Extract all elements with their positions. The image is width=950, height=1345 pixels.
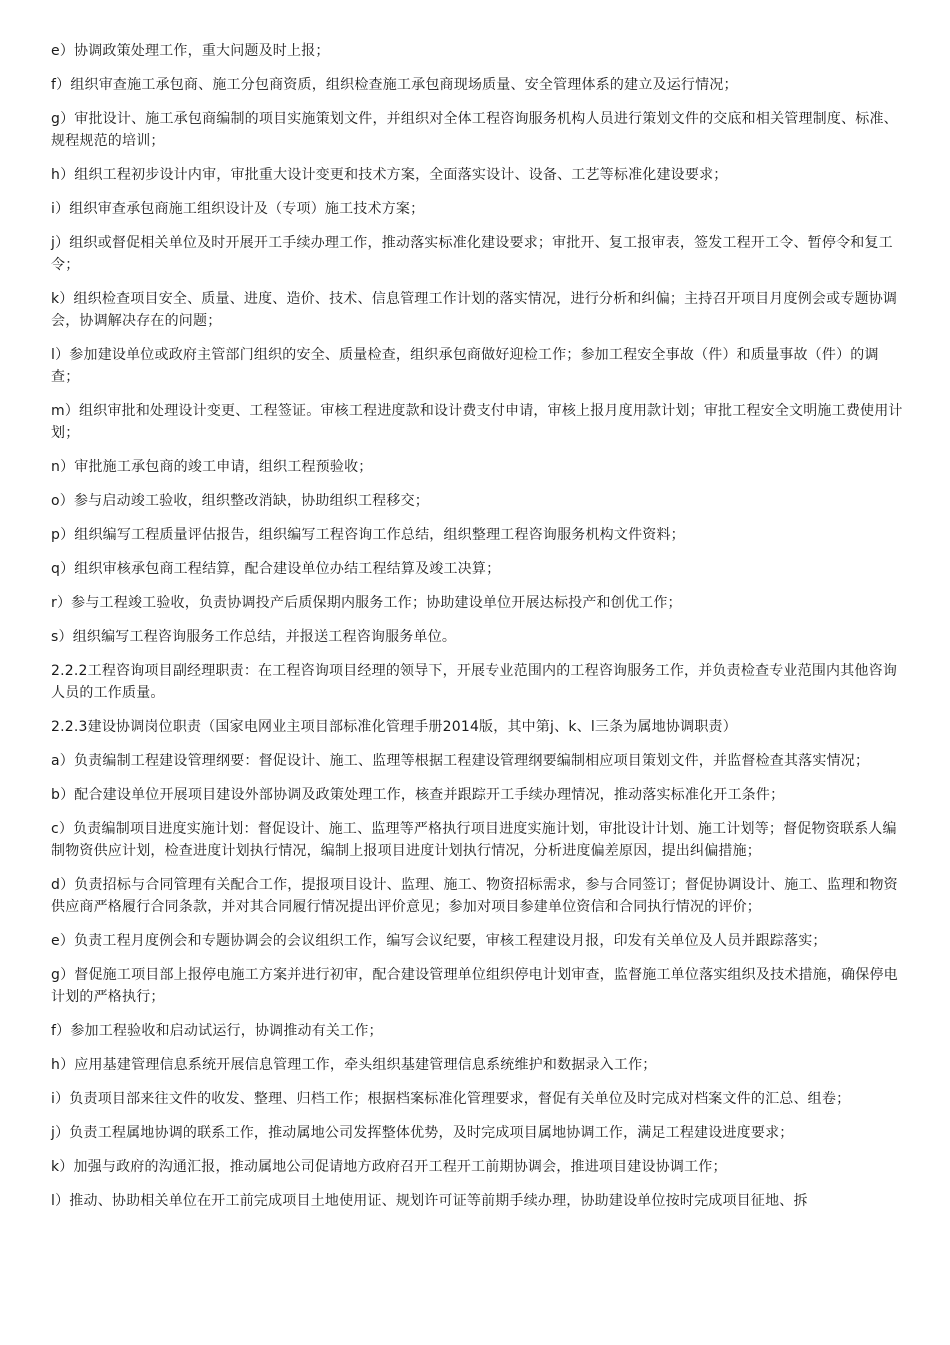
paragraph-j-start-procedures: j）组织或督促相关单位及时开展开工手续办理工作，推动落实标准化建设要求；审批开、复工报审表，签发工程开工令、暂停令和复工令； — [51, 235, 893, 273]
paragraph-e-policy: e）协调政策处理工作，重大问题及时上报； — [51, 43, 330, 59]
paragraph-p-quality-report: p）组织编写工程质量评估报告，组织编写工程咨询工作总结，组织整理工程咨询服务机构文件资料； — [51, 527, 685, 543]
paragraph-j-local-coordination: j）负责工程属地协调的联系工作，推动属地公司发挥整体优势，及时完成项目属地协调工作，满足工程建设进度要求； — [51, 1125, 794, 1141]
document-page — [51, 40, 903, 1212]
paragraph-l-safety-check: l）参加建设单位或政府主管部门组织的安全、质量检查，组织承包商做好迎检工作；参加工程安全事故（件）和质量事故（件）的调查； — [51, 347, 879, 385]
paragraph-b-external-coordination: b）配合建设单位开展项目建设外部协调及政策处理工作，核查并跟踪开工手续办理情况，推动落实标准化开工条件； — [51, 787, 785, 803]
paragraph-f-qualification: f）组织审查施工承包商、施工分包商资质，组织检查施工承包商现场质量、安全管理体系的建立及运行情况； — [51, 77, 738, 93]
paragraph-d-contracts: d）负责招标与合同管理有关配合工作，提报项目设计、监理、施工、物资招标需求，参与合同签订；督促协调设计、施工、监理和物资供应商严格履行合同条款，并对其合同履行情况提出评价意见；参加对项目参建单位资信和合同执行情况的评价； — [51, 877, 898, 915]
paragraph-a-management-outline: a）负责编制工程建设管理纲要：督促设计、施工、监理等根据工程建设管理纲要编制相应项目策划文件，并监督检查其落实情况； — [51, 753, 870, 769]
paragraph-e-meetings: e）负责工程月度例会和专题协调会的会议组织工作，编写会议纪要，审核工程建设月报，印发有关单位及人员并跟踪落实； — [51, 933, 827, 949]
paragraph-n-completion: n）审批施工承包商的竣工申请，组织工程预验收； — [51, 459, 373, 475]
paragraph-k-government: k）加强与政府的沟通汇报，推动属地公司促请地方政府召开工程开工前期协调会，推进项目建设协调工作； — [51, 1159, 727, 1175]
paragraph-h-design-review: h）组织工程初步设计内审，审批重大设计变更和技术方案，全面落实设计、设备、工艺等标准化建设要求； — [51, 167, 728, 183]
paragraph-i-construction-plan: i）组织审查承包商施工组织设计及（专项）施工技术方案； — [51, 201, 425, 217]
paragraph-o-acceptance: o）参与启动竣工验收，组织整改消缺，协助组织工程移交； — [51, 493, 429, 509]
paragraph-m-design-change: m）组织审批和处理设计变更、工程签证。审核工程进度款和设计费支付申请，审核上报月度用款计划；审批工程安全文明施工费使用计划； — [51, 403, 903, 441]
paragraph-f-trial-operation: f）参加工程验收和启动试运行，协调推动有关工作； — [51, 1023, 383, 1039]
paragraph-s-summary: s）组织编写工程咨询服务工作总结，并报送工程咨询服务单位。 — [51, 629, 457, 645]
section-2-2-3-coordination: 2.2.3建设协调岗位职责（国家电网业主项目部标准化管理手册2014版，其中第j、k、l三条为属地协调职责） — [51, 719, 737, 735]
paragraph-l-land-permits: l）推动、协助相关单位在开工前完成项目土地使用证、规划许可证等前期手续办理，协助建设单位按时完成项目征地、拆 — [51, 1193, 808, 1209]
paragraph-h-information-system: h）应用基建管理信息系统开展信息管理工作，牵头组织基建管理信息系统维护和数据录入工作； — [51, 1057, 657, 1073]
paragraph-i-archives: i）负责项目部来往文件的收发、整理、归档工作；根据档案标准化管理要求，督促有关单位及时完成对档案文件的汇总、组卷； — [51, 1091, 851, 1107]
paragraph-q-settlement: q）组织审核承包商工程结算，配合建设单位办结工程结算及竣工决算； — [51, 561, 501, 577]
paragraph-g-planning: g）审批设计、施工承包商编制的项目实施策划文件，并组织对全体工程咨询服务机构人员进行策划文件的交底和相关管理制度、标准、规程规范的培训； — [51, 111, 898, 149]
section-2-2-2-deputy-manager: 2.2.2工程咨询项目副经理职责：在工程咨询项目经理的领导下，开展专业范围内的工程咨询服务工作，并负责检查专业范围内其他咨询人员的工作质量。 — [51, 663, 898, 701]
paragraph-k-inspection: k）组织检查项目安全、质量、进度、造价、技术、信息管理工作计划的落实情况，进行分析和纠偏；主持召开项目月度例会或专题协调会，协调解决存在的问题； — [51, 291, 898, 329]
paragraph-r-warranty: r）参与工程竣工验收，负责协调投产后质保期内服务工作；协助建设单位开展达标投产和创优工作； — [51, 595, 682, 611]
paragraph-g-outage-plan: g）督促施工项目部上报停电施工方案并进行初审，配合建设管理单位组织停电计划审查，监督施工单位落实组织及技术措施，确保停电计划的严格执行； — [51, 967, 898, 1005]
paragraph-c-schedule: c）负责编制项目进度实施计划：督促设计、施工、监理等严格执行项目进度实施计划，审批设计计划、施工计划等；督促物资联系人编制物资供应计划，检查进度计划执行情况，编制上报项目进度计划执行情况，分析进度偏差原因，提出纠偏措施； — [51, 821, 897, 859]
